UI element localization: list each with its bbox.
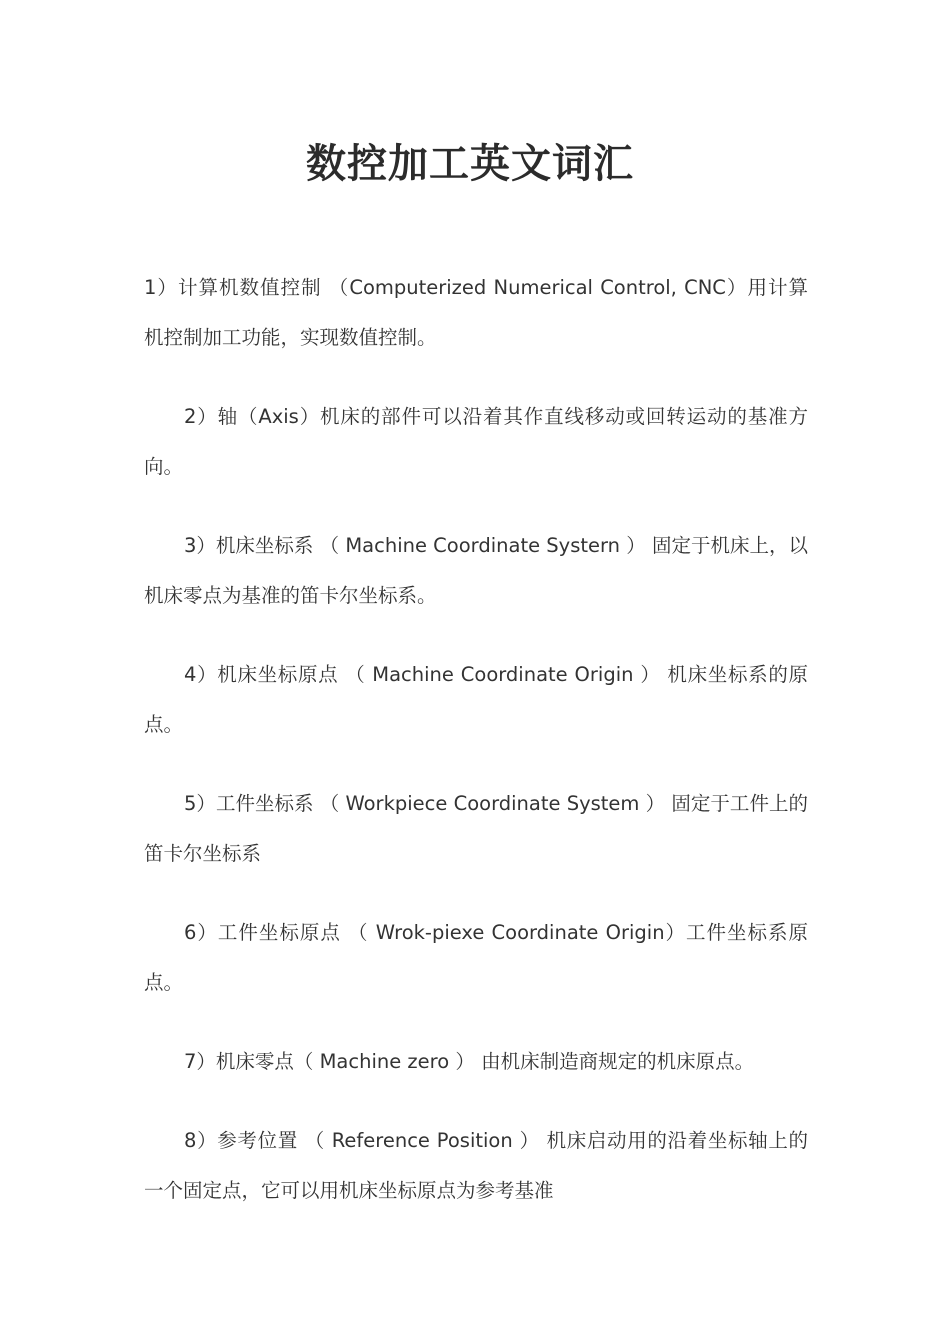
term-item-2: 2）轴（Axis）机床的部件可以沿着其作直线移动或回转运动的基准方向。 [144, 405, 808, 478]
document-body [144, 263, 808, 1245]
term-item-4: 4）机床坐标原点 （ Machine Coordinate Origin ） 机床坐标系的原点。 [144, 663, 808, 736]
term-item-1: 1）计算机数值控制 （Computerized Numerical Control, CNC）用计算机控制加工功能，实现数值控制。 [144, 276, 808, 349]
document-title: 数控加工英文词汇 [306, 141, 634, 187]
term-item-5: 5）工件坐标系 （ Workpiece Coordinate System ） 固定于工件上的笛卡尔坐标系 [144, 792, 808, 865]
term-item-3: 3）机床坐标系 （ Machine Coordinate Systern ） 固定于机床上，以机床零点为基准的笛卡尔坐标系。 [144, 534, 808, 607]
term-item-6: 6）工件坐标原点 （ Wrok-piexe Coordinate Origin）工件坐标系原点。 [144, 921, 808, 994]
term-item-8: 8）参考位置 （ Reference Position ） 机床启动用的沿着坐标轴上的一个固定点，它可以用机床坐标原点为参考基准 [144, 1129, 808, 1202]
term-item-7: 7）机床零点（ Machine zero ） 由机床制造商规定的机床原点。 [184, 1050, 755, 1073]
